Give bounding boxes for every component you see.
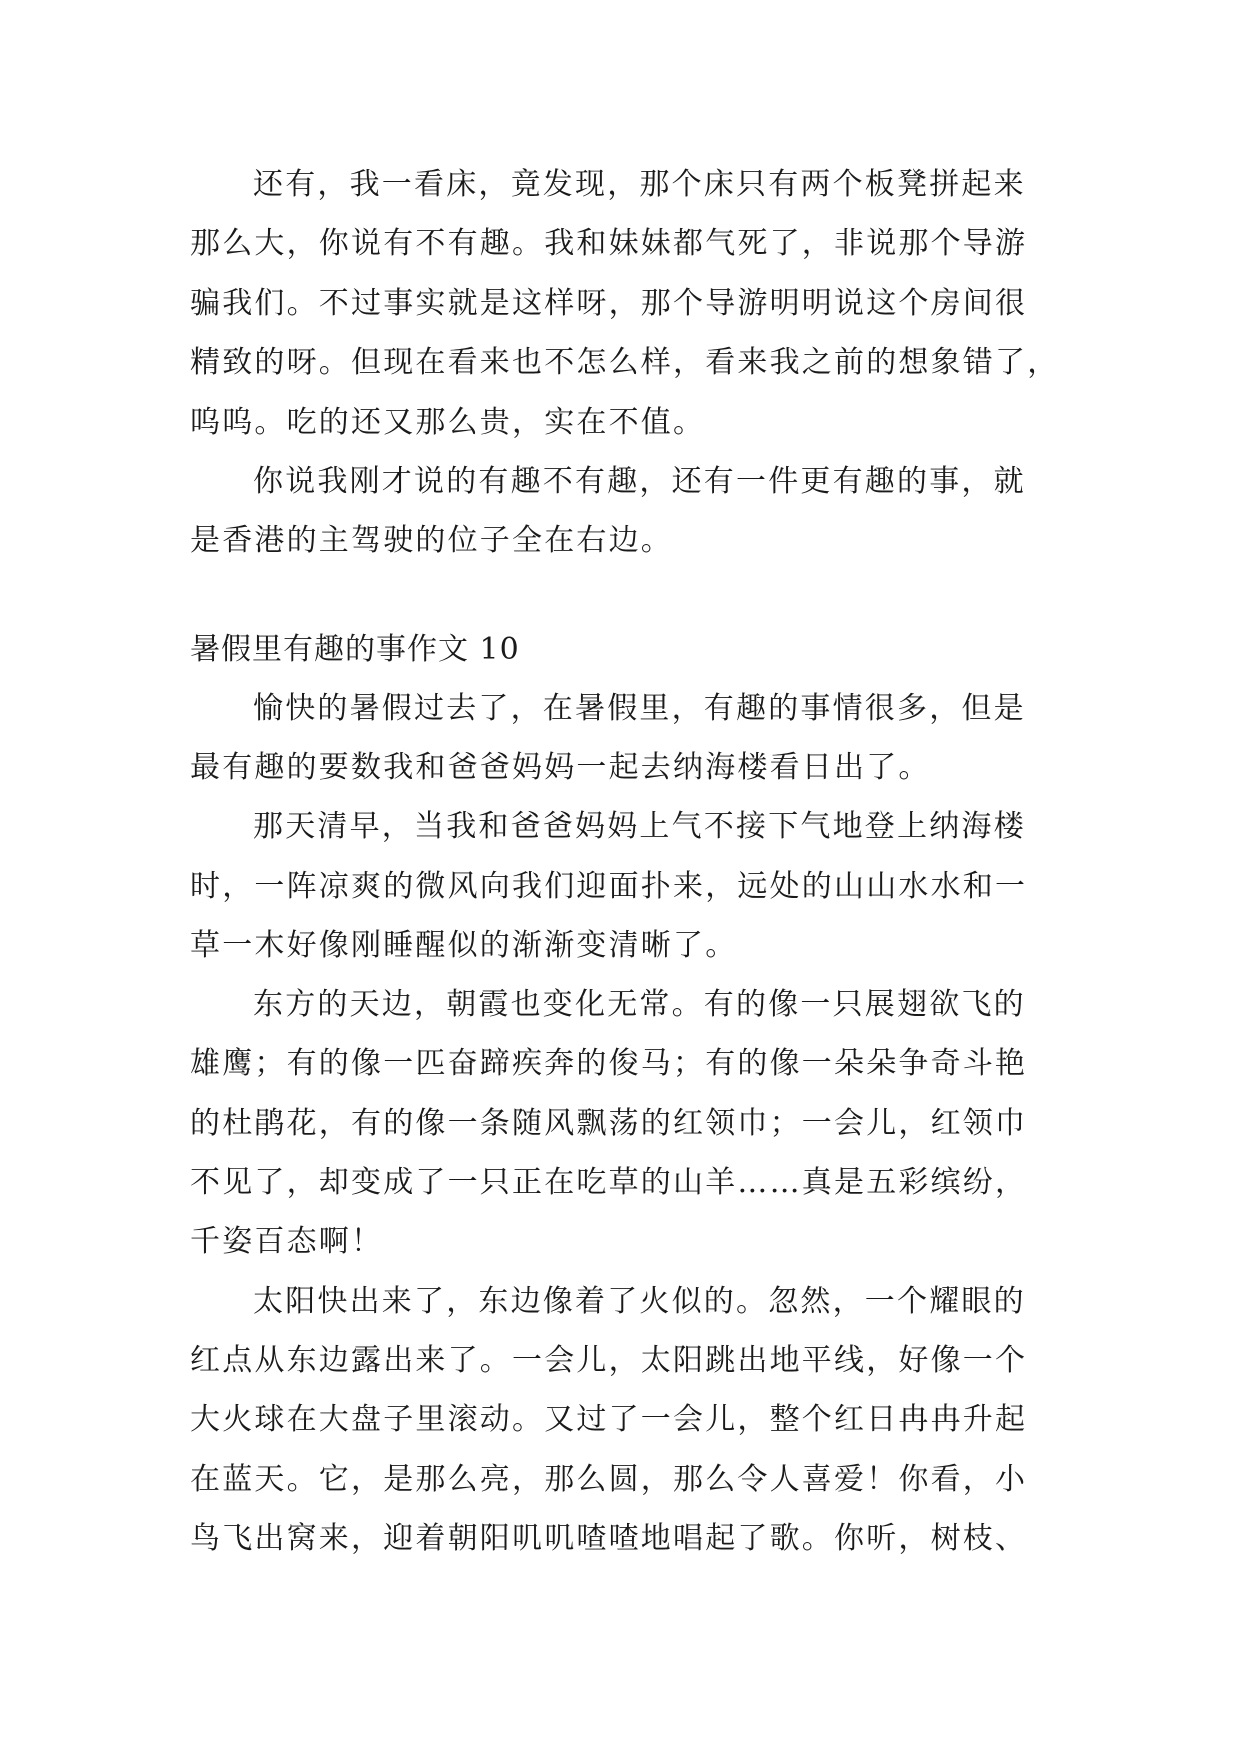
paragraph-line: 那么大，你说有不有趣。我和妹妹都气死了，非说那个导游 [190, 226, 1028, 261]
paragraph-line: 草一木好像刚睡醒似的渐渐变清晰了。 [190, 928, 738, 963]
paragraph-line: 你说我刚才说的有趣不有趣，还有一件更有趣的事，就 [253, 464, 1026, 499]
paragraph-line: 东方的天边，朝霞也变化无常。有的像一只展翅欲飞的 [253, 987, 1026, 1022]
paragraph-line: 是香港的主驾驶的位子全在右边。 [190, 523, 673, 558]
paragraph-line: 时，一阵凉爽的微风向我们迎面扑来，远处的山山水水和一 [190, 869, 1028, 904]
paragraph-line: 呜呜。吃的还又那么贵，实在不值。 [190, 405, 706, 440]
paragraph-line: 不见了，却变成了一只正在吃草的山羊……真是五彩缤纷， [190, 1165, 1028, 1200]
paragraph-line: 的杜鹃花，有的像一条随风飘荡的红领巾；一会儿，红领巾 [190, 1106, 1028, 1141]
paragraph-line: 愉快的暑假过去了，在暑假里，有趣的事情很多，但是 [253, 691, 1026, 726]
paragraph-line: 还有，我一看床，竟发现，那个床只有两个板凳拼起来 [253, 167, 1026, 202]
paragraph-line: 鸟飞出窝来，迎着朝阳叽叽喳喳地唱起了歌。你听，树枝、 [190, 1521, 1028, 1556]
paragraph-line: 精致的呀。但现在看来也不怎么样，看来我之前的想象错了， [190, 345, 1060, 380]
paragraph-line: 太阳快出来了，东边像着了火似的。忽然，一个耀眼的 [253, 1284, 1026, 1319]
essay-title: 暑假里有趣的事作文 10 [190, 632, 520, 667]
paragraph-line: 在蓝天。它，是那么亮，那么圆，那么令人喜爱！你看，小 [190, 1462, 1028, 1497]
paragraph-line: 那天清早，当我和爸爸妈妈上气不接下气地登上纳海楼 [253, 809, 1026, 844]
paragraph-line: 骗我们。不过事实就是这样呀，那个导游明明说这个房间很 [190, 286, 1028, 321]
paragraph-line: 红点从东边露出来了。一会儿，太阳跳出地平线，好像一个 [190, 1343, 1028, 1378]
paragraph-line: 雄鹰；有的像一匹奋蹄疾奔的俊马；有的像一朵朵争奇斗艳 [190, 1046, 1028, 1081]
paragraph-line: 千姿百态啊！ [190, 1224, 384, 1259]
paragraph-line: 大火球在大盘子里滚动。又过了一会儿，整个红日冉冉升起 [190, 1402, 1028, 1437]
paragraph-line: 最有趣的要数我和爸爸妈妈一起去纳海楼看日出了。 [190, 750, 931, 785]
